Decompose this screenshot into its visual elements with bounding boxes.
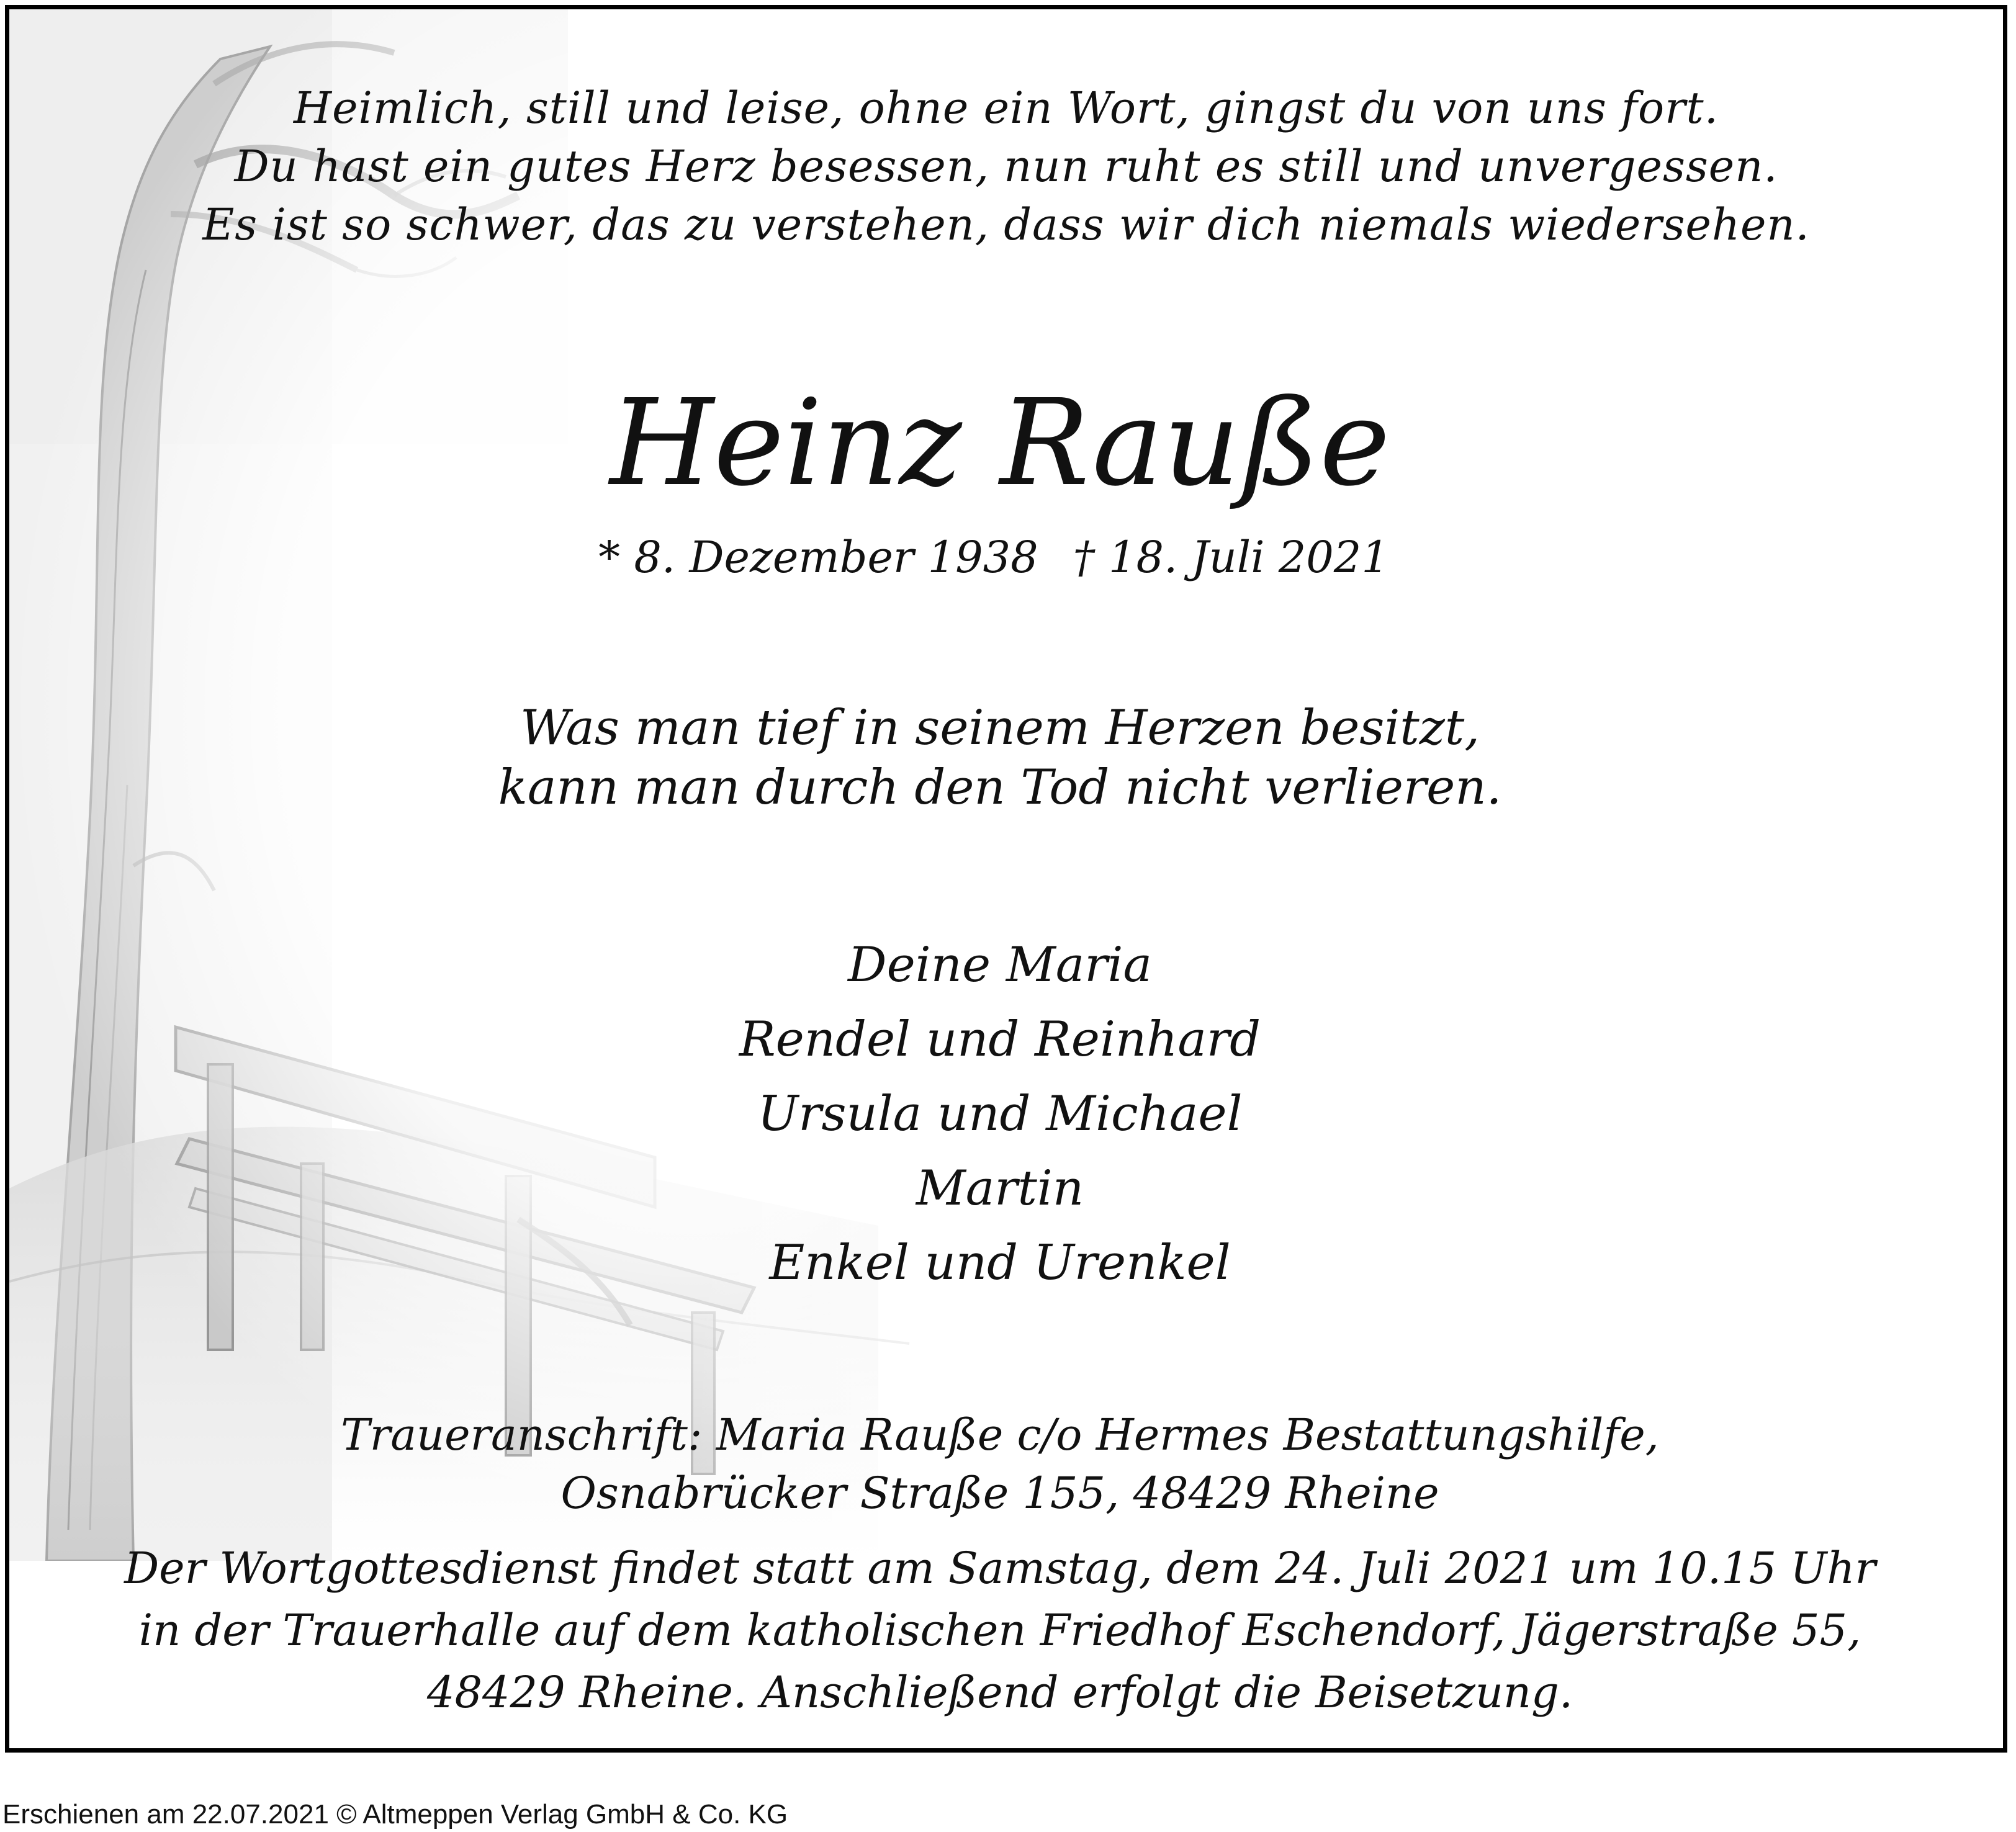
publication-footer: Erschienen am 22.07.2021 © Altmeppen Verlag GmbH & Co. KG: [2, 1799, 788, 1830]
obituary-frame: [5, 5, 2007, 1753]
mourner-name: Rendel und Reinhard: [739, 1012, 1261, 1067]
death-date: † 18. Juli 2021: [1073, 532, 1389, 583]
service-line: Der Wortgottesdienst findet statt am Samstag, dem 24. Juli 2021 um 10.15 Uhr: [124, 1543, 1876, 1594]
address-line: Traueranschrift: Maria Rauße c/o Hermes Bestattungshilfe,: [341, 1409, 1659, 1460]
mourners-list: [5, 928, 1997, 1300]
mourner-name: Martin: [916, 1161, 1084, 1216]
poem-line: Heimlich, still und leise, ohne ein Wort, gingst du von uns fort.: [294, 83, 1719, 133]
quote-line: Was man tief in seinem Herzen besitzt,: [520, 700, 1480, 756]
memorial-poem: [9, 79, 2003, 254]
mourner-name: Enkel und Urenkel: [769, 1235, 1231, 1291]
birth-date: * 8. Dezember 1938: [598, 532, 1038, 583]
service-line: 48429 Rheine. Anschließend erfolgt die Beisetzung.: [426, 1667, 1573, 1718]
life-dates: [5, 529, 1991, 585]
deceased-name: Heinz Rauße: [610, 374, 1390, 513]
service-line: in der Trauerhalle auf dem katholischen Friedhof Eschendorf, Jägerstraße 55,: [138, 1605, 1861, 1656]
memorial-quote: [5, 698, 1997, 817]
quote-line: kann man durch den Tod nicht verlieren.: [498, 760, 1502, 815]
poem-line: Es ist so schwer, das zu verstehen, dass wir dich niemals wiedersehen.: [202, 199, 1810, 250]
mourner-name: Deine Maria: [848, 937, 1152, 993]
address-line: Osnabrücker Straße 155, 48429 Rheine: [560, 1468, 1439, 1519]
service-info: [5, 1537, 1997, 1723]
poem-line: Du hast ein gutes Herz besessen, nun ruht es still und unvergessen.: [234, 141, 1778, 192]
mourner-name: Ursula und Michael: [757, 1086, 1243, 1142]
mourning-address: [5, 1406, 1997, 1522]
